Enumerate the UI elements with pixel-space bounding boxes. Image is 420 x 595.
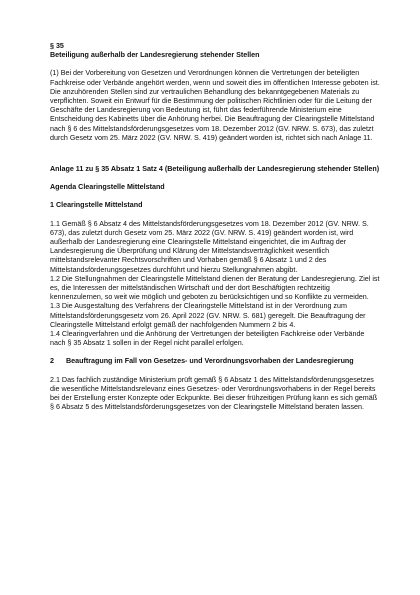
- paragraph-1-4: 1.4 Clearingverfahren und die Anhörung der Vertretungen der beteiligten Fachkreise oder Verbände nach § 35 Absatz 1 sollen in der Regel nicht parallel erfolgen.: [50, 330, 365, 348]
- section-title: Beteiligung außerhalb der Landesregierung stehender Stellen: [50, 51, 260, 60]
- section-paragraph-1: (1) Bei der Vorbereitung von Gesetzen und Verordnungen können die Vertretungen der beteiligten Fachkreise oder Verbände angehört werden, wenn und soweit dies im öffentlichen Interesse geboten ist. Die anzuhörenden Stellen sind zur vertraulichen Behandlung des bekanntgegebenen Materials zu verpflichten. Soweit ein Entwurf für die Bestimmung der politischen Richtlinien oder für die Leitung der Geschäfte der Landesregierung von Bedeutung ist, führt das federführende Ministerium eine Entscheidung des Kabinetts über die Anhörung herbei. Die Beauftragung der Clearingstelle Mittelstand nach § 6 des Mittelstandsförderungsgesetzes vom 18. Dezember 2012 (GV. NRW. S. 673), das zuletzt durch Gesetz vom 25. März 2022 (GV. NRW. S. 419) geändert worden ist, richtet sich nach Anlage 11.: [50, 69, 380, 142]
- heading-1: 1 Clearingstelle Mittelstand: [50, 201, 143, 210]
- heading-2-text: Beauftragung im Fall von Gesetzes- und Verordnungsvorhaben der Landesregierung: [66, 357, 354, 366]
- paragraph-1-1: 1.1 Gemäß § 6 Absatz 4 des Mittelstandsförderungsgesetzes vom 18. Dezember 2012 (GV. NRW. S. 673), das zuletzt durch Gesetz vom 25. März 2022 (GV. NRW. S. 419) geändert worden ist, wird außerhalb der Landesregierung eine Clearingstelle Mittelstand eingerichtet, die im Auftrag der Landesregierung die Überprüfung und Klärung der Mittelstandsverträglichkeit wesentlich mittelstandsrelevanter Rechtsvorschriften und Vorhaben gemäß § 6 Absatz 1 und 2 des Mittelstandsförderungsgesetzes durchführt und hierzu Stellungnahmen abgibt.: [50, 219, 369, 274]
- agenda-title: Agenda Clearingstelle Mittelstand: [50, 183, 165, 192]
- paragraph-1-2: 1.2 Die Stellungnahmen der Clearingstelle Mittelstand dienen der Beratung der Landesregierung. Ziel ist es, die Interessen der mittelständischen Wirtschaft und der dort Beschäftigten rechtzeitig kennenzulernen, so weit wie möglich und geboten zu berücksichtigen und so Konflikte zu vermeiden.: [50, 274, 380, 302]
- paragraph-1-3: 1.3 Die Ausgestaltung des Verfahrens der Clearingstelle Mittelstand ist in der Verordnung zum Mittelstandsförderungsgesetz vom 26. April 2022 (GV. NRW. S. 681) geregelt. Die Beauftragung der Clearingstelle Mittelstand erfolgt gemäß der nachfolgenden Nummern 2 bis 4.: [50, 302, 366, 329]
- annex-title: Anlage 11 zu § 35 Absatz 1 Satz 4 (Beteiligung außerhalb der Landesregierung stehender Stellen): [50, 165, 380, 174]
- paragraph-2-1: 2.1 Das fachlich zuständige Ministerium prüft gemäß § 6 Absatz 1 des Mittelstandsförderungsgesetzes die wesentliche Mittelstandsrelevanz eines Gesetzes- oder Verordnungsvorhabens in der Regel bereits bei der Erstellung erster Konzepte oder Eckpunkte. Bei dieser frühzeitigen Prüfung kann es sich gemäß § 6 Absatz 5 des Mittelstandsförderungsgesetzes von der Clearingstelle Mittelstand beraten lassen.: [50, 375, 378, 412]
- section-number: § 35: [50, 42, 64, 50]
- heading-2: [50, 357, 380, 366]
- heading-2-number: 2: [50, 357, 54, 366]
